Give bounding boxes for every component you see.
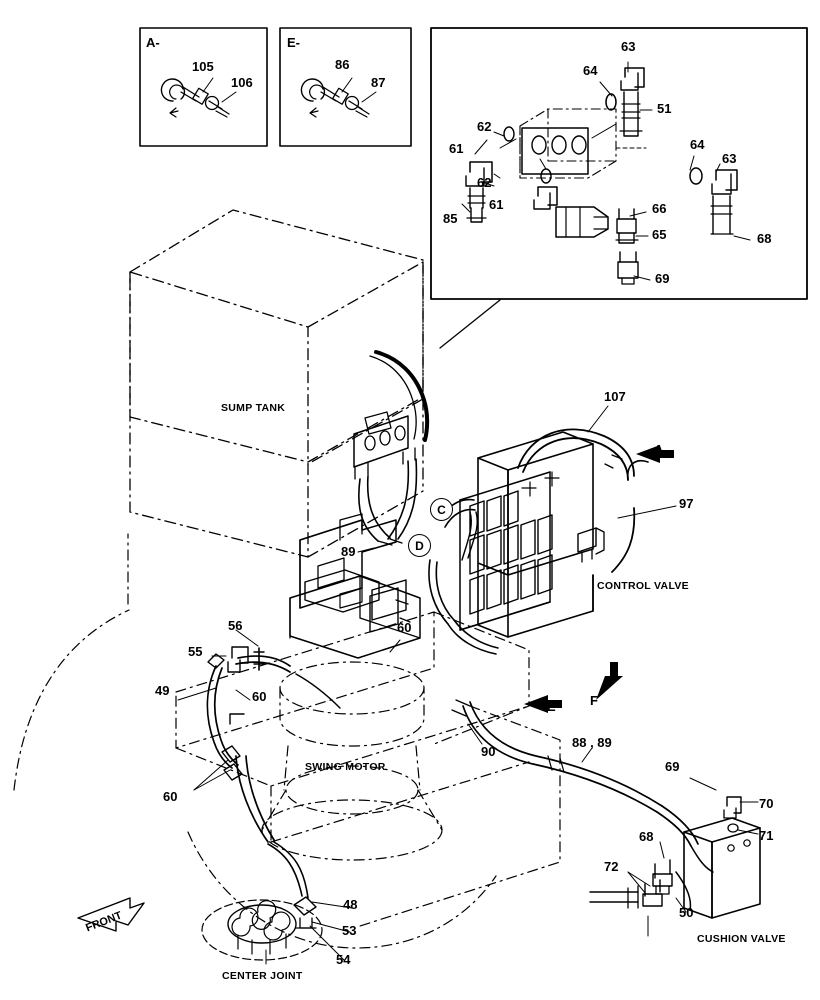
front-label: FRONT — [84, 909, 124, 935]
callout-71: 71 — [759, 828, 774, 843]
callout-60-a: 60 — [252, 689, 267, 704]
detail-box-a-label: A- — [146, 35, 160, 50]
detail-box-e-label: E- — [287, 35, 300, 50]
callout-72: 72 — [604, 859, 619, 874]
callout-66: 66 — [652, 201, 667, 216]
callout-62-a: 62 — [477, 119, 492, 134]
callout-64-top: 64 — [583, 63, 598, 78]
control-valve-label: CONTROL VALVE — [597, 580, 689, 592]
callout-105: 105 — [192, 59, 214, 74]
callout-107: 107 — [604, 389, 626, 404]
callout-56: 56 — [228, 618, 243, 633]
section-mark-d: D — [408, 534, 431, 557]
callout-88-89: 88 , 89 — [572, 735, 612, 750]
callout-62-b: 62 — [477, 175, 492, 190]
callout-51: 51 — [657, 101, 672, 116]
callout-68: 68 — [639, 829, 654, 844]
center-joint-label: CENTER JOINT — [222, 970, 303, 982]
hose-48 — [236, 756, 274, 842]
callout-89: 89 — [341, 544, 356, 559]
callout-70: 70 — [759, 796, 774, 811]
sump-tank-label: SUMP TANK — [221, 402, 286, 414]
callout-63-top: 63 — [621, 39, 636, 54]
callout-54: 54 — [336, 952, 351, 967]
center-joint — [202, 842, 322, 960]
callout-97: 97 — [679, 496, 694, 511]
callout-65: 65 — [652, 227, 667, 242]
section-mark-c: C — [430, 498, 453, 521]
callout-69: 69 — [665, 759, 680, 774]
callout-106: 106 — [231, 75, 253, 90]
section-mark-a: A — [654, 442, 664, 457]
callout-85: 85 — [443, 211, 458, 226]
control-valve — [460, 432, 604, 637]
section-mark-f: F — [590, 693, 598, 708]
callout-68-inset: 68 — [757, 231, 772, 246]
swing-motor — [262, 570, 442, 860]
callout-49: 49 — [155, 683, 170, 698]
callout-60-c: 60 — [163, 789, 178, 804]
callout-50: 50 — [679, 905, 694, 920]
lower-hose-run — [452, 700, 713, 872]
swing-motor-label: SWING MOTOR — [305, 761, 386, 773]
callout-55: 55 — [188, 644, 203, 659]
left-hoses — [207, 656, 340, 768]
section-mark-e: E — [547, 699, 556, 714]
callout-64-right: 64 — [690, 137, 705, 152]
callout-87: 87 — [371, 75, 386, 90]
sump-tank — [130, 210, 423, 557]
callout-86: 86 — [335, 57, 350, 72]
inset-detail-box — [431, 28, 807, 299]
callout-61-b: 61 — [489, 197, 504, 212]
callout-48: 48 — [343, 897, 358, 912]
cushion-valve-label: CUSHION VALVE — [697, 933, 786, 945]
section-arrows — [524, 442, 674, 713]
callout-53: 53 — [342, 923, 357, 938]
callout-60-b: 60 — [397, 620, 412, 635]
callout-90: 90 — [481, 744, 496, 759]
callout-69-inset: 69 — [655, 271, 670, 286]
callout-63-right: 63 — [722, 151, 737, 166]
callout-61-a: 61 — [449, 141, 464, 156]
